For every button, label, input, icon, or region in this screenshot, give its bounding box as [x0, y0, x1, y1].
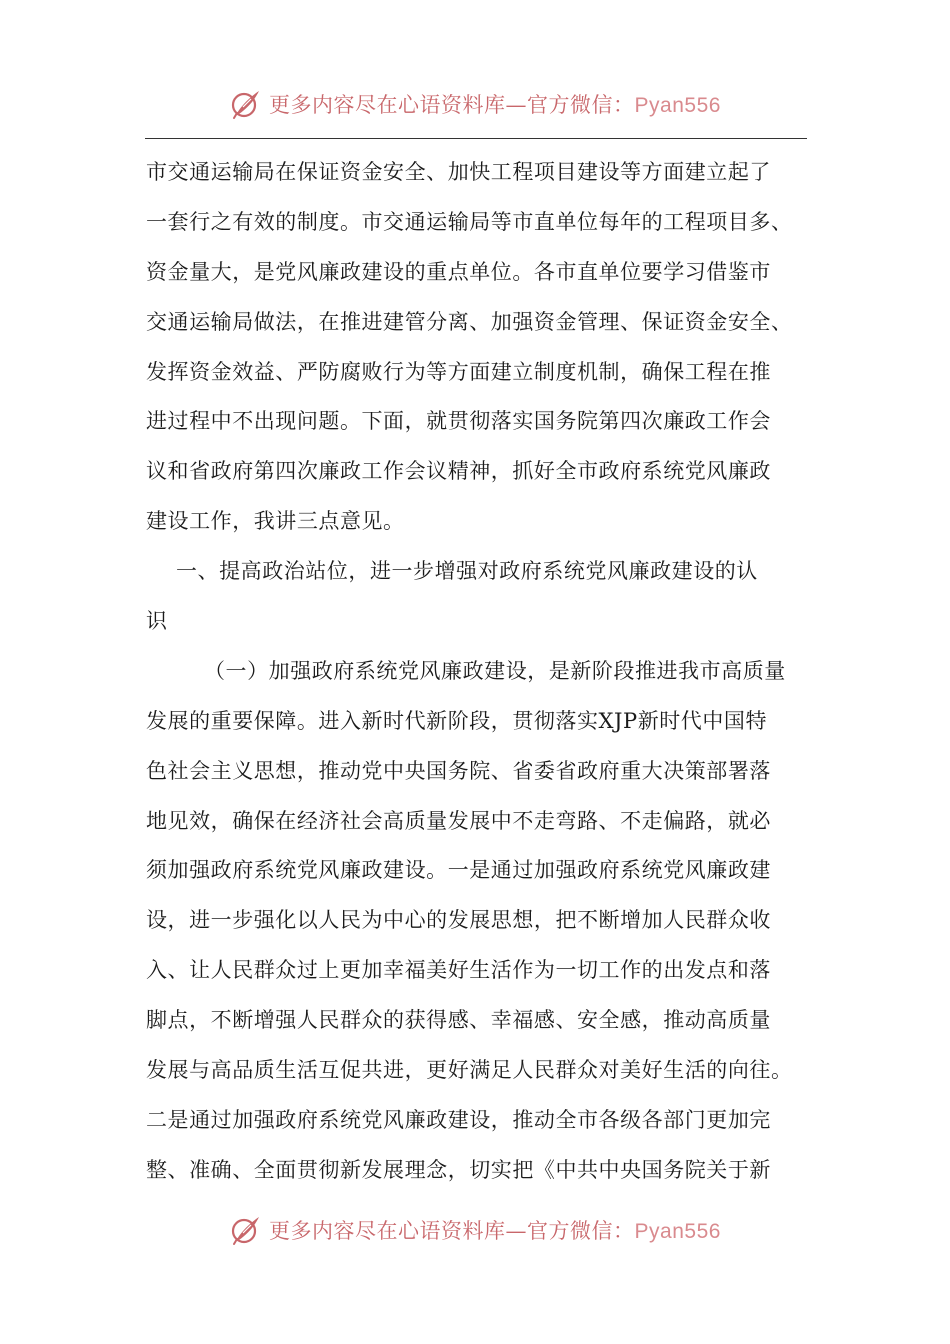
footer-banner-text: [269, 1215, 721, 1245]
header-divider: [145, 138, 807, 139]
text-line: 建设工作，我讲三点意见。: [146, 509, 405, 534]
header-banner-handle: Pyan556: [634, 94, 721, 117]
header-banner-text: [269, 89, 721, 119]
footer-banner-label: 更多内容尽在心语资料库—官方微信：: [269, 1219, 635, 1243]
text-line: 发挥资金效益、严防腐败行为等方面建立制度机制，确保工程在推: [146, 359, 771, 384]
footer-banner-handle: Pyan556: [634, 1220, 721, 1243]
text-line: 发展与高品质生活互促共进，更好满足人民群众对美好生活的向往。: [146, 1058, 793, 1083]
footer-banner: [0, 1210, 950, 1250]
text-line: 进过程中不出现问题。下面，就贯彻落实国务院第四次廉政工作会: [146, 409, 771, 434]
quill-pen-logo-icon: [229, 1213, 263, 1247]
text-line: 脚点，不断增强人民群众的获得感、幸福感、安全感，推动高质量: [146, 1008, 771, 1033]
text-line: 资金量大，是党风廉政建设的重点单位。各市直单位要学习借鉴市: [146, 259, 771, 284]
text-line: 市交通运输局在保证资金安全、加快工程项目建设等方面建立起了: [146, 160, 771, 184]
text-line: 一套行之有效的制度。市交通运输局等市直单位每年的工程项目多、: [146, 209, 793, 234]
text-line: 交通运输局做法，在推进建管分离、加强资金管理、保证资金安全、: [146, 309, 793, 334]
subsection-heading: （一）加强政府系统党风廉政建设，是新阶段推进我市高质量: [204, 658, 786, 683]
text-line: 入、让人民群众过上更加幸福美好生活作为一切工作的出发点和落: [146, 958, 771, 983]
section-heading: 一、提高政治站位，进一步增强对政府系统党风廉政建设的认: [176, 559, 758, 584]
text-line: 设，进一步强化以人民为中心的发展思想，把不断增加人民群众收: [146, 908, 771, 933]
text-line: 地见效，确保在经济社会高质量发展中不走弯路、不走偏路，就必: [146, 808, 771, 833]
text-line: 议和省政府第四次廉政工作会议精神，抓好全市政府系统党风廉政: [146, 459, 771, 484]
document-body: [146, 152, 808, 1200]
header-banner-label: 更多内容尽在心语资料库—官方微信：: [269, 93, 635, 117]
text-line: 须加强政府系统党风廉政建设。一是通过加强政府系统党风廉政建: [146, 858, 771, 883]
quill-pen-logo-icon: [229, 87, 263, 121]
header-banner: [0, 84, 950, 124]
text-line: 发展的重要保障。进入新时代新阶段，贯彻落实XJP新时代中国特: [146, 708, 767, 733]
text-line: 色社会主义思想，推动党中央国务院、省委省政府重大决策部署落: [146, 758, 771, 783]
section-heading-continued: 识: [146, 609, 168, 634]
text-line: 二是通过加强政府系统党风廉政建设，推动全市各级各部门更加完: [146, 1107, 771, 1132]
text-line: 整、准确、全面贯彻新发展理念，切实把《中共中央国务院关于新: [146, 1157, 771, 1182]
